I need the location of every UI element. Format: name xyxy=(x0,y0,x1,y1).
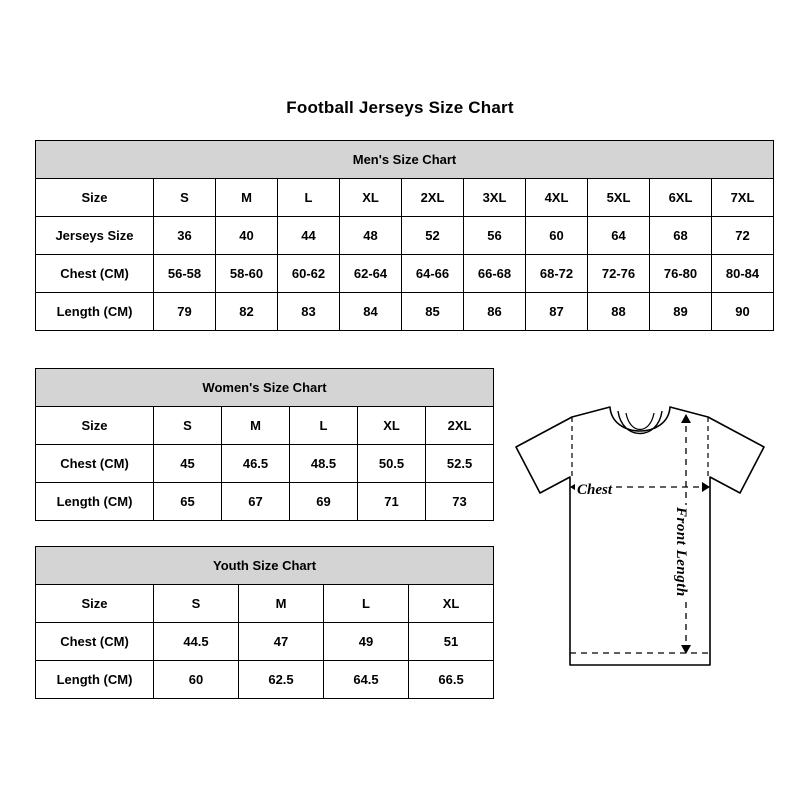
cell: XL xyxy=(340,179,402,217)
table-row xyxy=(36,179,774,217)
table-row xyxy=(36,623,494,661)
cell: 2XL xyxy=(426,407,494,445)
row-label: Chest (CM) xyxy=(36,255,154,293)
cell: 67 xyxy=(222,483,290,521)
cell: 84 xyxy=(340,293,402,331)
cell: 89 xyxy=(650,293,712,331)
youth-table-title: Youth Size Chart xyxy=(36,547,494,585)
cell: 64-66 xyxy=(402,255,464,293)
row-label: Jerseys Size xyxy=(36,217,154,255)
row-label: Length (CM) xyxy=(36,661,154,699)
cell: 52.5 xyxy=(426,445,494,483)
cell: 85 xyxy=(402,293,464,331)
cell: 64 xyxy=(588,217,650,255)
cell: 50.5 xyxy=(358,445,426,483)
row-label: Size xyxy=(36,407,154,445)
table-header-row xyxy=(36,141,774,179)
cell: 46.5 xyxy=(222,445,290,483)
row-label: Chest (CM) xyxy=(36,623,154,661)
cell: 56-58 xyxy=(154,255,216,293)
cell: 86 xyxy=(464,293,526,331)
cell: M xyxy=(216,179,278,217)
row-label: Length (CM) xyxy=(36,293,154,331)
mens-size-table xyxy=(35,140,774,331)
cell: 5XL xyxy=(588,179,650,217)
page-title: Football Jerseys Size Chart xyxy=(286,98,514,117)
youth-size-table xyxy=(35,546,494,699)
womens-size-table xyxy=(35,368,494,521)
cell: 68 xyxy=(650,217,712,255)
cell: 48.5 xyxy=(290,445,358,483)
mens-size-chart xyxy=(35,140,765,331)
cell: 62-64 xyxy=(340,255,402,293)
cell: 60 xyxy=(526,217,588,255)
youth-size-chart xyxy=(35,546,493,699)
cell: 7XL xyxy=(712,179,774,217)
cell: 52 xyxy=(402,217,464,255)
womens-table-title: Women's Size Chart xyxy=(36,369,494,407)
cell: S xyxy=(154,179,216,217)
cell: 36 xyxy=(154,217,216,255)
womens-size-chart xyxy=(35,368,493,521)
chest-measure-label: Chest xyxy=(577,482,613,498)
cell: 76-80 xyxy=(650,255,712,293)
mens-table-title: Men's Size Chart xyxy=(36,141,774,179)
cell: 2XL xyxy=(402,179,464,217)
table-row xyxy=(36,255,774,293)
table-row xyxy=(36,585,494,623)
cell: 6XL xyxy=(650,179,712,217)
jersey-outline-icon xyxy=(500,395,780,695)
cell: 44 xyxy=(278,217,340,255)
cell: S xyxy=(154,585,239,623)
cell: 48 xyxy=(340,217,402,255)
table-header-row xyxy=(36,547,494,585)
table-header-row xyxy=(36,369,494,407)
table-row xyxy=(36,661,494,699)
cell: 68-72 xyxy=(526,255,588,293)
cell: 79 xyxy=(154,293,216,331)
table-row xyxy=(36,407,494,445)
cell: 80-84 xyxy=(712,255,774,293)
cell: 87 xyxy=(526,293,588,331)
cell: 51 xyxy=(409,623,494,661)
cell: 4XL xyxy=(526,179,588,217)
cell: 71 xyxy=(358,483,426,521)
cell: 62.5 xyxy=(239,661,324,699)
cell: 66-68 xyxy=(464,255,526,293)
cell: 90 xyxy=(712,293,774,331)
row-label: Size xyxy=(36,585,154,623)
cell: 66.5 xyxy=(409,661,494,699)
cell: XL xyxy=(409,585,494,623)
cell: 56 xyxy=(464,217,526,255)
table-row xyxy=(36,445,494,483)
cell: 88 xyxy=(588,293,650,331)
cell: L xyxy=(278,179,340,217)
row-label: Length (CM) xyxy=(36,483,154,521)
cell: 82 xyxy=(216,293,278,331)
cell: 49 xyxy=(324,623,409,661)
cell: M xyxy=(239,585,324,623)
cell: 60 xyxy=(154,661,239,699)
cell: 73 xyxy=(426,483,494,521)
cell: L xyxy=(290,407,358,445)
cell: 40 xyxy=(216,217,278,255)
cell: 44.5 xyxy=(154,623,239,661)
cell: 45 xyxy=(154,445,222,483)
cell: 60-62 xyxy=(278,255,340,293)
table-row xyxy=(36,483,494,521)
cell: 47 xyxy=(239,623,324,661)
cell: L xyxy=(324,585,409,623)
cell: 3XL xyxy=(464,179,526,217)
cell: M xyxy=(222,407,290,445)
cell: 72-76 xyxy=(588,255,650,293)
row-label: Chest (CM) xyxy=(36,445,154,483)
jersey-diagram xyxy=(500,395,780,695)
table-row xyxy=(36,293,774,331)
cell: 83 xyxy=(278,293,340,331)
cell: 58-60 xyxy=(216,255,278,293)
table-row xyxy=(36,217,774,255)
cell: 64.5 xyxy=(324,661,409,699)
cell: XL xyxy=(358,407,426,445)
front-length-measure-label: Front Length xyxy=(673,507,689,597)
row-label: Size xyxy=(36,179,154,217)
cell: 72 xyxy=(712,217,774,255)
cell: 65 xyxy=(154,483,222,521)
cell: S xyxy=(154,407,222,445)
cell: 69 xyxy=(290,483,358,521)
